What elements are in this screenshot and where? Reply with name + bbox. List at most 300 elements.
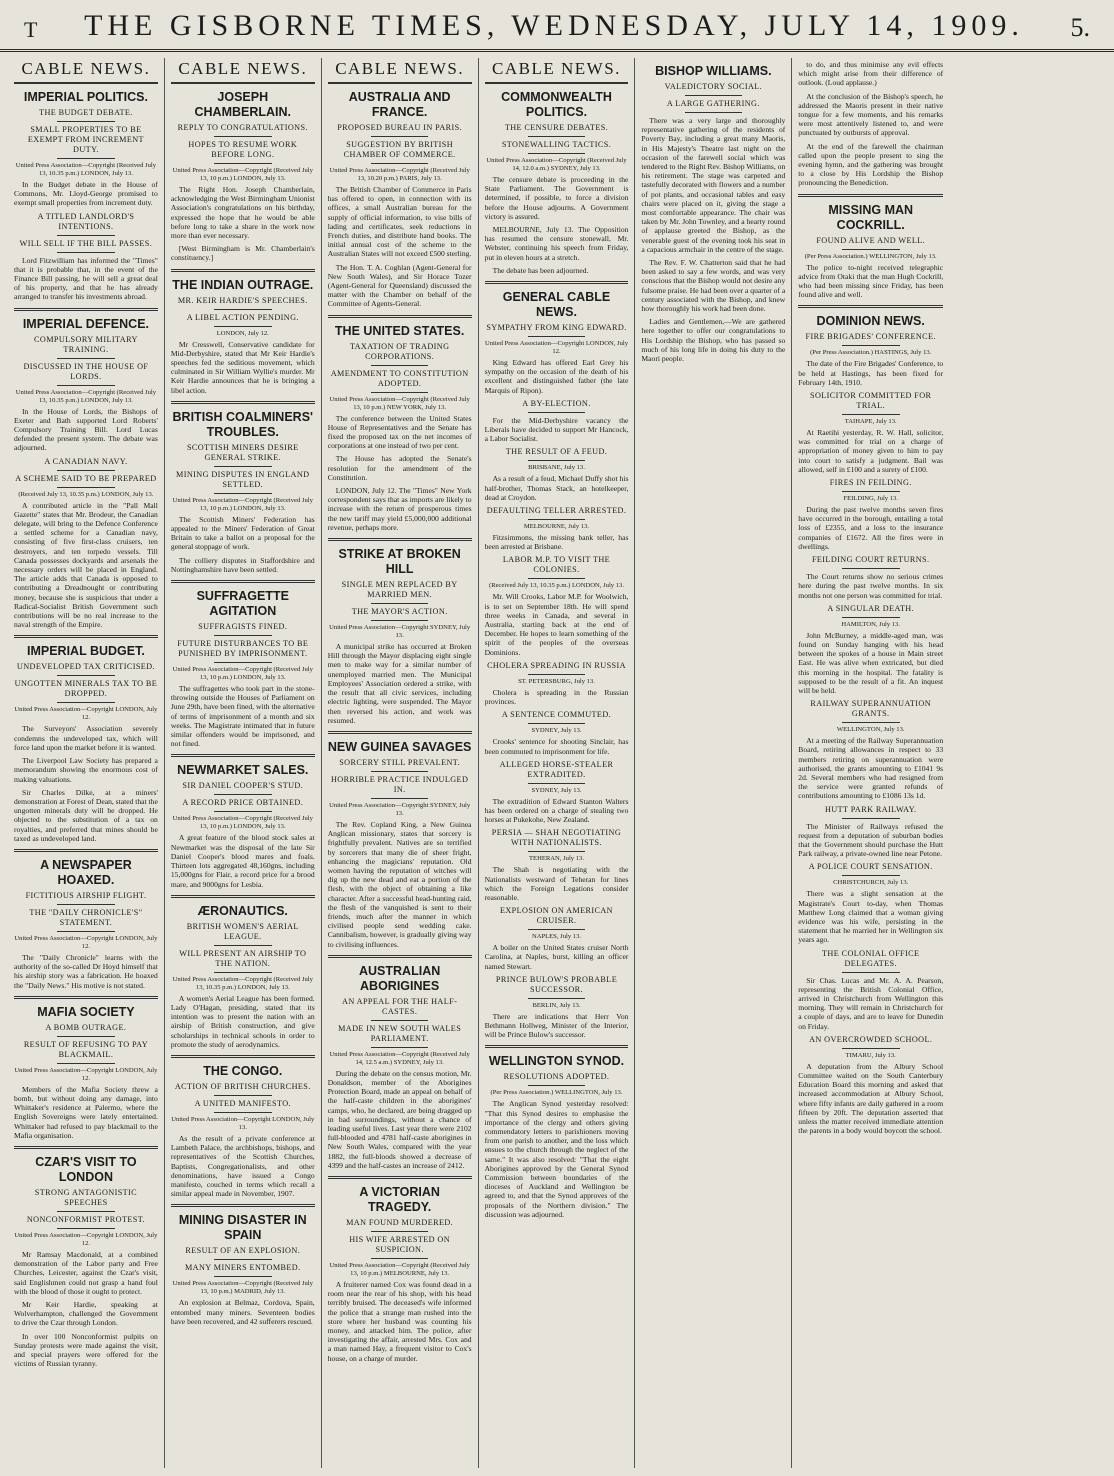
article <box>14 212 158 302</box>
article-subheading: A SENTENCE COMMUTED. <box>501 710 612 720</box>
subheading-rule <box>57 904 115 905</box>
article <box>485 399 629 444</box>
article-paragraph: There was a slight sensation at the Magistrate's Court to-day, when Thomas Matthew Long claimed that a woman giving evidence was his wife, persisting in the statement that he married her in Wellington six years ago. <box>798 889 944 945</box>
article-subheading: EXPLOSION ON AMERICAN CRUISER. <box>499 906 613 926</box>
article <box>328 1176 472 1363</box>
dateline: BRISBANE, July 13. <box>528 464 585 472</box>
subheading-rule <box>214 326 272 327</box>
article-subheading: WILL PRESENT AN AIRSHIP TO THE NATION. <box>179 948 307 968</box>
article-paragraph: The Right Hon. Joseph Chamberlain, acknowledging the West Birmingham Unionist Association's congratulations on his birthday, expressed the hope that he would be able before long to take a share in the work now more than ever necessary. <box>170 185 315 241</box>
subheading-rule <box>528 851 586 852</box>
subheading-rule <box>528 674 586 675</box>
dateline: United Press Association—Copyright LONDON, July 13. <box>171 1115 315 1131</box>
subheading-rule <box>371 798 429 799</box>
article-paragraph: The debate has been adjourned. <box>492 265 589 275</box>
article-divider <box>14 1146 158 1149</box>
article-subheading: MR. KEIR HARDIE'S SPEECHES. <box>177 295 308 305</box>
article <box>171 895 315 1049</box>
article <box>171 269 315 395</box>
article-paragraph: At the conclusion of the Bishop's speech, he addressed the Maoris present in their native tongue for a few moments, and his remarks were most attentively listened to, and were punctuated by outbursts of approval. <box>798 91 944 138</box>
article-headline: IMPERIAL POLITICS. <box>23 90 148 104</box>
subheading-rule <box>371 620 429 621</box>
article-headline: BRITISH COALMINERS' TROUBLES. <box>172 409 314 439</box>
corner-mark: T <box>24 17 38 42</box>
column-header: CABLE NEWS. <box>14 58 158 84</box>
article-headline: IMPERIAL DEFENCE. <box>22 316 149 331</box>
article-subheading: HORRIBLE PRACTICE INDULGED IN. <box>330 774 469 794</box>
article-divider <box>485 281 629 284</box>
article-paragraph: The Minister of Railways refused the request from a deputation of suburban bodies that the Government should purchase the Hutt Park railway, a private-owned line near Petone. <box>798 821 944 859</box>
subheading-rule <box>57 702 115 703</box>
article-paragraph: Cholera is spreading in the Russian provinces. <box>484 687 629 707</box>
article-paragraph: The censure debate is proceeding in the State Parliament. The Government is determined, if possible, to force a division before the House adjourns. A Government victory is assured. <box>484 175 629 221</box>
article-subheading: SINGLE MEN REPLACED BY MARRIED MEN. <box>341 580 458 600</box>
article <box>798 1035 943 1136</box>
article-divider <box>328 1176 472 1179</box>
dateline: SYDNEY, July 13. <box>531 727 582 735</box>
subheading-rule <box>842 972 900 973</box>
article-headline: NEWMARKET SALES. <box>177 763 309 778</box>
subheading-rule <box>214 635 272 636</box>
article-headline: THE UNITED STATES. <box>334 323 465 338</box>
article-paragraph: A great feature of the blood stock sales at Newmarket was the disposal of the late Sir Daniel Cooper's blood mares and foals. Thirteen lots aggregated 48,160gns, including 15,000gns for Flair, a record price for a brood mare, and 9000gns for Lesbia. <box>170 833 315 889</box>
article-subheading: THE BUDGET DEBATE. <box>39 108 133 117</box>
article <box>798 60 943 188</box>
article-paragraph: Crooks' sentence for shooting Sinclair, has been commuted to imprisonment for life. <box>484 737 629 756</box>
article <box>485 710 629 755</box>
article-subheading: A LIBEL ACTION PENDING. <box>186 312 299 322</box>
article-subheading: SMALL PROPERTIES TO BE EXEMPT FROM INCREMENT DUTY. <box>27 125 144 154</box>
article-subheading: PERSIA — SHAH NEGOTIATING WITH NATIONALISTS. <box>491 828 622 848</box>
article-divider <box>328 538 472 541</box>
article-subheading: A BOMB OUTRAGE. <box>45 1022 127 1032</box>
news-column <box>322 58 479 1468</box>
article-headline: IMPERIAL BUDGET. <box>27 644 145 659</box>
dateline: SYDNEY, July 13. <box>531 786 582 794</box>
subheading-rule <box>842 617 900 618</box>
article-paragraph: The Rev. Copland King, a New Guinea Anglican missionary, states that sorcery is frightfully prevalent. Natives are so terrified by sorcerers that many die of sheer fright, enhancing the magicians' reputation. Old women having the reputation of witches will dig up the new dead and eat a portion of the flesh, with the object of obtaining a like character. After a successful head-hunting raid, the flesh of the vanquished is sent to their friends, much after the manner in which civilised people send wedding cake. Cannibalism, however, is gradually giving way to civilising influences. <box>327 819 472 949</box>
article-subheading: RESULT OF AN EXPLOSION. <box>185 1246 301 1256</box>
article-paragraph: Lord Fitzwilliam has informed the "Times" that it is probable that, in the event of the Finance Bill passing, he will sell a great deal of his property, and that he has already arranged to transfer his investments abroad. <box>14 255 158 302</box>
article-subheading: THE RESULT OF A FEUD. <box>505 447 608 457</box>
article <box>14 90 158 208</box>
article-subheading: AMENDMENT TO CONSTITUTION ADOPTED. <box>330 368 469 388</box>
dateline: United Press Association—Copyright (Received July 13, 10.35 p.m.) LONDON, July 13. <box>15 162 157 177</box>
subheading-rule <box>371 136 429 137</box>
article-divider <box>171 1055 315 1058</box>
subheading-rule <box>528 1085 586 1086</box>
article-subheading: HIS WIFE ARRESTED ON SUSPICION. <box>349 1234 451 1254</box>
article-paragraph: The "Daily Chronicle" learns with the authority of the so-called Dr Hoyd himself that his airship story was a fabrication. He hoaxed the "Daily News." His motive is not stated. <box>14 952 158 990</box>
dateline: United Press Association—Copyright LONDON, July 12. <box>14 706 158 722</box>
article-subheading: FIRES IN FEILDING. <box>829 478 912 488</box>
article-subheading: MINING DISPUTES IN ENGLAND SETTLED. <box>176 469 310 489</box>
article-paragraph: The British Chamber of Commerce in Paris has offered to open, in connection with its offices, a small Australian bureau for the supply of official information, to vise bills of lading and certificates, seek reductions in French duties, and distribute hand books. The initial annual cost of the scheme to the Australian States will not exceed £500 sterling. <box>327 185 472 259</box>
article-paragraph: [West Birmingham is Mr. Chamberlain's constituency.] <box>170 244 315 263</box>
article-paragraph: to do, and thus minimise any evil effects which might arise from their difference of outlook. (Loud applause.) <box>798 60 944 88</box>
article <box>171 580 315 748</box>
article-paragraph: There are indications that Herr Von Bethmann Hollweg, Minister of the Interior, will be Prince Bulow's successor. <box>484 1011 629 1040</box>
subheading-rule <box>57 1211 115 1212</box>
subheading-rule <box>371 163 429 164</box>
subheading-rule <box>528 723 586 724</box>
article-subheading: MANY MINERS ENTOMBED. <box>185 1263 301 1273</box>
dateline: WELLINGTON, July 13. <box>836 726 905 734</box>
dateline: (Per Press Association.) HASTINGS, July 13. <box>810 349 932 357</box>
article <box>798 305 943 387</box>
subheading-rule <box>214 794 272 795</box>
article-subheading: SIR DANIEL COOPER'S STUD. <box>182 781 304 791</box>
article-subheading: FUTURE DISTURBANCES TO BE PUNISHED BY IMPRISONMENT. <box>177 639 309 659</box>
subheading-rule <box>528 136 586 137</box>
column-header: CABLE NEWS. <box>328 58 472 84</box>
article-headline: GENERAL CABLE NEWS. <box>502 290 611 320</box>
article-paragraph: The Rev. F. W. Chatterton said that he had been asked to say a few words, and was very conscious that the Bishop would not desire any fulsome praise. He had been over a quarter of a century associated with the Bishop, and knew how thoroughly his work had been done. <box>641 258 786 314</box>
article-divider <box>171 269 315 272</box>
article-headline: SUFFRAGETTE AGITATION <box>196 589 289 619</box>
dateline: (Received July 13, 10.35 p.m.) LONDON, July 13. <box>489 582 624 590</box>
article-paragraph: Mr Ramsay Macdonald, at a combined demonstration of the Labor party and Free Churches, Leicester, against the Czar's visit, said Englishmen could not grasp a hand foul with the blood of those it ought to protect. <box>14 1249 158 1296</box>
subheading-rule <box>842 249 900 250</box>
article-subheading: STRONG ANTAGONISTIC SPEECHES <box>34 1187 138 1207</box>
article-subheading: SORCERY STILL PREVALENT. <box>339 757 461 767</box>
article-subheading: PRINCE BULOW'S PROBABLE SUCCESSOR. <box>495 974 618 994</box>
subheading-rule <box>371 1047 429 1048</box>
article-subheading: ALLEGED HORSE-STEALER EXTRADITED. <box>499 759 614 779</box>
article-divider <box>14 996 158 999</box>
article-headline: BISHOP WILLIAMS. <box>655 64 772 78</box>
article-paragraph: An explosion at Belmaz, Cordova, Spain, entombed many miners. Seventeen bodies have been recovered, and 42 sufferers rescued. <box>170 1298 315 1326</box>
subheading-rule <box>57 1228 115 1229</box>
article-subheading: A SCHEME SAID TO BE PREPARED <box>15 473 157 483</box>
article-headline: A VICTORIAN TRAGEDY. <box>359 1184 440 1214</box>
article-subheading: A UNITED MANIFESTO. <box>194 1098 291 1108</box>
subheading-rule <box>842 818 900 819</box>
article-paragraph: At the end of the farewell the chairman called upon the people present to sing the evening hymn, and the gathering was brought to a close by His Lordship the Bishop pronouncing the Benediction. <box>798 141 944 188</box>
subheading-rule <box>842 568 900 569</box>
dateline: ST. PETERSBURG, July 13. <box>518 677 595 685</box>
dateline: FEILDING, July 13. <box>843 495 898 503</box>
article <box>798 604 943 695</box>
article <box>328 731 472 949</box>
article-headline: JOSEPH CHAMBERLAIN. <box>194 90 292 119</box>
article-paragraph: As a result of a feud, Michael Duffy shot his half-brother, Thomas Stack, an hotelkeeper, dead at Croydon. <box>484 474 629 502</box>
article-divider <box>171 401 315 404</box>
article-subheading: DEFAULTING TELLER ARRESTED. <box>486 506 627 516</box>
subheading-rule <box>214 1259 272 1260</box>
article-subheading: RESULT OF REFUSING TO PAY BLACKMAIL. <box>23 1039 149 1059</box>
dateline: United Press Association—Copyright (Received July 13, 10 p.m.) LONDON, July 13. <box>172 496 313 512</box>
article-divider <box>171 895 315 898</box>
article-divider <box>171 580 315 583</box>
article <box>798 862 943 944</box>
subheading-rule <box>57 931 115 932</box>
article-subheading: A LARGE GATHERING. <box>666 99 760 108</box>
column-header: CABLE NEWS. <box>171 58 315 84</box>
article <box>485 447 629 502</box>
article-paragraph: The date of the Fire Brigades' Conference, to be held at Hastings, has been fixed for February 14th, 1910. <box>798 359 944 387</box>
article-paragraph: The Shah is negotiating with the Nationalists westward of Teheran for lines which the Foreign Legations consider reasonable. <box>484 865 629 902</box>
dateline: United Press Association—Copyright SYDNEY, July 13. <box>329 801 471 817</box>
dateline: United Press Association—Copyright SYDNEY, July 13. <box>329 624 471 640</box>
subheading-rule <box>214 972 272 973</box>
article-subheading: REPLY TO CONGRATULATIONS. <box>177 123 308 132</box>
dateline: United Press Association—Copyright (Received July 13, 10 p.m.) LONDON, July 13. <box>172 167 313 182</box>
article-subheading: THE CENSURE DEBATES. <box>504 123 609 132</box>
dateline: United Press Association—Copyright (Received July 13, 10 p.m.) MADRID, July 13. <box>172 1280 313 1296</box>
article-headline: MAFIA SOCIETY <box>37 1004 135 1019</box>
article-paragraph: The House has adopted the Senate's resolution for the amendment of the Constitution. <box>327 454 472 482</box>
article-headline: COMMONWEALTH POLITICS. <box>501 90 612 119</box>
dateline: United Press Association—Copyright (Received July 13, 10 p.m.) LONDON, July 13. <box>172 666 313 682</box>
article <box>798 194 943 300</box>
news-column <box>635 58 792 1468</box>
article-subheading: TAXATION OF TRADING CORPORATIONS. <box>349 341 450 361</box>
article-subheading: A RECORD PRICE OBTAINED. <box>182 798 304 808</box>
article-subheading: PROPOSED BUREAU IN PARIS. <box>337 123 463 132</box>
article-subheading: MAN FOUND MURDERED. <box>346 1217 454 1227</box>
article-divider <box>328 955 472 958</box>
article-divider <box>485 1045 629 1048</box>
article-subheading: MADE IN NEW SOUTH WALES PARLIAMENT. <box>338 1023 462 1043</box>
news-column <box>165 58 322 1468</box>
article-subheading: AN OVERCROWDED SCHOOL. <box>809 1034 933 1044</box>
article-divider <box>14 635 158 638</box>
dateline: MELBOURNE, July 13. <box>523 523 590 531</box>
article-headline: AUSTRALIAN ABORIGINES <box>359 963 441 993</box>
article <box>328 315 472 532</box>
article <box>328 538 472 725</box>
subheading-rule <box>371 392 429 393</box>
subheading-rule <box>842 1048 900 1049</box>
subheading-rule <box>528 578 586 579</box>
subheading-rule <box>842 491 900 492</box>
article-headline: STRIKE AT BROKEN HILL <box>338 547 461 577</box>
article-headline: CZAR'S VISIT TO LONDON <box>35 1154 137 1184</box>
article <box>485 661 629 706</box>
article <box>641 64 785 363</box>
subheading-rule <box>528 783 586 784</box>
page-number: 5. <box>1070 13 1090 42</box>
article-paragraph: In the House of Lords, the Bishops of Exeter and Bath supported Lord Roberts' Compulsory Training Bill. Lord Lucas defended the present system. The debate was adjourned. <box>14 406 158 453</box>
dateline: CHRISTCHURCH, July 13. <box>833 879 909 887</box>
article-divider <box>798 194 943 197</box>
subheading-rule <box>528 998 586 999</box>
article-divider <box>798 305 943 308</box>
article-subheading: HUTT PARK RAILWAY. <box>824 804 917 814</box>
article-divider <box>328 315 472 318</box>
masthead-title: THE GISBORNE TIMES, WEDNESDAY, JULY 14, 1909. <box>84 9 1024 42</box>
subheading-rule <box>214 662 272 663</box>
article-subheading: FOUND ALIVE AND WELL. <box>816 235 926 245</box>
article-subheading: UNDEVELOPED TAX CRITICISED. <box>16 662 155 672</box>
article <box>14 996 158 1140</box>
dateline: United Press Association—Copyright (Received July 13, 10.35 p.m.) LONDON, July 13. <box>172 975 313 991</box>
article-divider <box>171 754 315 757</box>
article-paragraph: During the debate on the census motion, Mr. Donaldson, member of the Aborigines Protection Board, made an appeal on behalf of the half-caste children in the aborigines' camps, who, he declared, are being dragged up in bad surroundings, without a chance of leading useful lives. Last year there were 2102 full-blooded and 4781 half-caste aborigines in New South Wales, compared with the year 1882, the full-bloods showed a decrease of 4399 and the half-castes an increase of 2412. <box>327 1068 472 1170</box>
article-subheading: HOPES TO RESUME WORK BEFORE LONG. <box>188 140 298 159</box>
article-headline: DOMINION NEWS. <box>816 314 925 329</box>
article-paragraph: Fitzsimmons, the missing bank teller, has been arrested at Brisbane. <box>484 533 629 552</box>
article-paragraph: A municipal strike has occurred at Broken Hill through the Mayor displacing eight single men to make way for a similar number of unemployed married men. The Municipal Employees' Association ordered a strike, with the result that all civic services, including electric lighting, were suspended. The Mayor then reversed his action, and work was resumed. <box>327 642 472 725</box>
article <box>328 955 472 1170</box>
subheading-rule <box>57 385 115 386</box>
subheading-rule <box>528 153 586 154</box>
article-paragraph: As the result of a private conference at Lambeth Palace, the archbishops, bishops, and representatives of the Scottish Churches, Baptists, Congregationalists, and other denominations, have issued a Congo manifesto, couched in terms which recall a similar appeal made in November, 1907. <box>170 1133 315 1199</box>
subheading-rule <box>214 309 272 310</box>
subheading-rule <box>57 487 115 488</box>
article-subheading: A SINGULAR DEATH. <box>827 603 915 613</box>
subheading-rule <box>371 1258 429 1259</box>
article <box>485 555 629 656</box>
article-paragraph: The Surveyors' Association severely condemns the undeveloped tax, which will force land upon the market before it is wanted. <box>14 724 158 752</box>
article <box>798 949 943 1031</box>
dateline: United Press Association—Copyright LONDON, July 12. <box>14 934 158 950</box>
article-paragraph: A contributed article in the "Pall Mall Gazette" states that Mr. Brodeur, the Canadian delegate, will bring to the Defence Conference a settled scheme for a Canadian navy, consisting of five first-class cruisers, ten destroyers, and ten torpedo vessels. Till Canada possesses dockyards and arsenals the necessary orders will be placed in England. The article adds that Canada is opposed to contributing a Dreadnought or contributing money, because she is suspicious that under a Radical-Socialist British Government such contributions will be no real increase to the naval strength of the Empire. <box>14 500 158 630</box>
article-paragraph: During the past twelve months seven fires have occurred in the borough, entailing a total loss of £2355, and a loss to the insurance companies of £1672. All the fires were in dwellings. <box>798 505 944 551</box>
dateline: TIMARU, July 13. <box>845 1051 896 1059</box>
article-paragraph: The Court returns show no serious crimes here during the past twelve months. In six months not one person was committed for trial. <box>798 572 944 600</box>
article-paragraph: A fruiterer named Cox was found dead in a room near the rear of his shop, with his head terribly bruised. The deceased's wife informed the police that a strange man rushed into the store where her husband was counting his money, and attacked him. The police, after investigating the affair, arrested Mrs. Cox and a man named Hay, a frequent visitor to Cox's house, on a charge of murder. <box>327 1279 472 1363</box>
article-subheading: THE "DAILY CHRONICLE'S" STATEMENT. <box>29 907 143 927</box>
dateline: United Press Association—Copyright LONDON, July 12. <box>14 1231 158 1247</box>
subheading-rule <box>57 158 115 159</box>
subheading-rule <box>214 945 272 946</box>
subheading-rule <box>57 675 115 676</box>
subheading-rule <box>57 358 115 359</box>
article-subheading: RESOLUTIONS ADOPTED. <box>503 1072 610 1082</box>
article <box>798 699 943 800</box>
article-subheading: SOLICITOR COMMITTED FOR TRIAL. <box>810 391 932 411</box>
subheading-rule <box>371 603 429 604</box>
news-column <box>8 58 165 1468</box>
subheading-rule <box>528 929 586 930</box>
dateline: LONDON, July 12. <box>216 329 269 337</box>
column-header: CABLE NEWS. <box>485 58 629 84</box>
subheading-rule <box>842 722 900 723</box>
dateline: (Per Press Association.) WELLINGTON, July 13. <box>490 1089 623 1097</box>
article-subheading: DISCUSSED IN THE HOUSE OF LORDS. <box>23 361 149 381</box>
article-subheading: A CANADIAN NAVY. <box>44 456 128 466</box>
article-paragraph: The Anglican Synod yesterday resolved: "That this Synod desires to emphasise the importance of the clergy and others giving commendatory letters to parishioners moving from one parish to another, and the loss which ensues to the church through the neglect of the same." It was also resolved: "That the eight Aborigines approved by the General Synod Commission between boundaries of the dioceses of Auckland and Wellington be agreed to, and that the Synod approves of the proposals of the Northern division." The discussion was adjourned. <box>484 1099 629 1219</box>
article <box>798 391 943 474</box>
subheading-rule <box>214 1276 272 1277</box>
dateline: (Received July 13, 10.35 p.m.) LONDON, July 13. <box>18 490 154 498</box>
article-subheading: THE COLONIAL OFFICE DELEGATES. <box>822 948 920 968</box>
article-subheading: UNGOTTEN MINERALS TAX TO BE DROPPED. <box>14 679 158 699</box>
article <box>14 1146 158 1368</box>
article <box>485 906 629 971</box>
article <box>14 457 158 630</box>
dateline: United Press Association—Copyright LONDON, July 12. <box>484 340 629 356</box>
article <box>171 90 315 263</box>
subheading-rule <box>214 466 272 467</box>
article-paragraph: A boiler on the United States cruiser North Carolina, at Naples, burst, killing an officer named Stewart. <box>484 943 629 971</box>
article-subheading: NONCONFORMIST PROTEST. <box>26 1214 145 1224</box>
article-subheading: BRITISH WOMEN'S AERIAL LEAGUE. <box>186 921 299 941</box>
article-headline: MISSING MAN COCKRILL. <box>828 202 914 232</box>
article-divider <box>14 308 158 311</box>
article-subheading: SCOTTISH MINERS DESIRE GENERAL STRIKE. <box>186 442 299 462</box>
article-headline: NEW GUINEA SAVAGES <box>327 739 472 754</box>
article-paragraph: The extradition of Edward Stanton Walters has been ordered on a charge of stealing two horses at Pukekohe, New Zealand. <box>484 796 629 825</box>
subheading-rule <box>57 235 115 236</box>
article-headline: AUSTRALIA AND FRANCE. <box>348 90 451 119</box>
dateline: United Press Association—Copyright (Received July 13, 10 p.m.) NEW YORK, July 13. <box>329 395 470 411</box>
article-subheading: THE MAYOR'S ACTION. <box>351 607 448 617</box>
article <box>171 1055 315 1198</box>
article <box>485 975 629 1040</box>
article-subheading: SYMPATHY FROM KING EDWARD. <box>486 323 627 333</box>
dateline: United Press Association—Copyright LONDON, July 12. <box>14 1066 158 1082</box>
dateline: (Per Press Association.) WELLINGTON, July 13. <box>804 252 937 260</box>
article-paragraph: The Scottish Miners' Federation has appealed to the Miners' Federation of Great Britain to take a ballot on a proposal for the general stoppage of work. <box>170 514 315 552</box>
article-divider <box>328 731 472 734</box>
article-paragraph: Mr. Will Crooks, Labor M.P. for Woolwich, is to set on September 18th. He will spend three weeks in Canada, and several in Australia, starting back at the end of December. He hopes to learn something of the spirit of the peoples of the overseas Dominions. <box>484 592 629 657</box>
subheading-rule <box>842 414 900 415</box>
subheading-rule <box>528 460 586 461</box>
article-headline: MINING DISASTER IN SPAIN <box>178 1213 307 1243</box>
subheading-rule <box>214 163 272 164</box>
article-paragraph: Mr Keir Hardie, speaking at Wolverhampton, challenged the Government to drive the Czar through London. <box>14 1299 158 1328</box>
article-headline: WELLINGTON SYNOD. <box>488 1054 625 1069</box>
article-paragraph: The police to-night received telegraphic advice from Otaki that the man Hugh Cockrill, who had been missing since Friday, has been found alive and well. <box>798 262 944 300</box>
article <box>798 555 943 600</box>
article-subheading: A POLICE COURT SENSATION. <box>808 862 933 872</box>
dateline: TAIHAPE, July 13. <box>844 418 897 426</box>
dateline: United Press Association—Copyright (Received July 14, 12.5 a.m.) SYDNEY, July 13. <box>329 1050 470 1066</box>
article-paragraph: LONDON, July 12. The "Times" New York correspondent says that as imports are likely to increase with the return of prosperous times the new tariff may yield £5,000,000 additional revenue, perhaps more. <box>327 486 472 532</box>
dateline: United Press Association—Copyright (Received July 13, 10 p.m.) MELBOURNE, July 13. <box>329 1261 470 1277</box>
article-subheading: RAILWAY SUPERANNUATION GRANTS. <box>810 699 932 719</box>
subheading-rule <box>57 252 115 253</box>
article <box>798 478 943 551</box>
article-paragraph: In over 100 Nonconformist pulpits on Sunday protests were made against the visit, and special prayers were offered for the victims of Russian tyranny. <box>14 1331 158 1369</box>
article-subheading: COMPULSORY MILITARY TRAINING. <box>34 334 138 354</box>
subheading-rule <box>371 771 429 772</box>
dateline: NAPLES, July 13. <box>531 933 582 941</box>
article-divider <box>14 849 158 852</box>
article <box>485 828 629 902</box>
article-paragraph: King Edward has offered Earl Grey his sympathy on the occasion of the death of his excellent and distinguished father (the late Marquis of Ripon). <box>484 358 629 395</box>
article-paragraph: A women's Aerial League has been formed. Lady O'Hagan, presiding, stated that its intention was to present the nation with an airship of British construction, and give scholarships in technical schools in order to promote the study of aerodynamics. <box>170 993 315 1049</box>
article-paragraph: Members of the Mafia Society threw a bomb, but without doing any damage, into Whittaker's residence at Palermo, where the English Sovereigns were lately entertained. Whittaker had refused to pay blackmail to the Mafia organisation. <box>14 1084 158 1140</box>
news-column <box>792 58 949 1468</box>
article-paragraph: At Raetihi yesterday, R. W. Hall, solicitor, was committed for trial on a charge of appropriation of money given to him to pay into court to satisfy a judgment. Bail was allowed, self in £100 and a surety of £100. <box>798 428 944 474</box>
dateline: United Press Association—Copyright (Received July 14, 12.0 a.m.) SYDNEY, July 13. <box>486 157 627 172</box>
article-subheading: FIRE BRIGADES' CONFERENCE. <box>805 332 936 342</box>
article-subheading: FICTITIOUS AIRSHIP FLIGHT. <box>25 890 147 900</box>
article <box>14 308 158 453</box>
article-paragraph: The conference between the United States House of Representatives and the Senate has fixed the proposed tax on the net incomes of corporations at one instead of two per cent. <box>327 413 472 451</box>
dateline: United Press Association—Copyright (Received July 13, 10.35 p.m.) LONDON, July 13. <box>15 388 157 404</box>
article-paragraph: John McBurney, a middle-aged man, was found on Sunday hanging with his head between the spokes of a house in Main street East. He was alive when extricated, but died this morning in the hospital. The fatality is supposed to be the result of a fit. An inquest will be held. <box>798 630 944 695</box>
subheading-rule <box>371 365 429 366</box>
article-subheading: LABOR M.P. TO VISIT THE COLONIES. <box>502 555 611 575</box>
dateline: United Press Association—Copyright (Received July 13, 10 p.m.) LONDON, July 13. <box>172 815 313 831</box>
article-headline: ÆRONAUTICS. <box>197 903 288 918</box>
article-subheading: A BY-ELECTION. <box>522 398 591 408</box>
subheading-rule <box>685 112 743 113</box>
article <box>485 281 629 395</box>
article <box>171 754 315 888</box>
subheading-rule <box>685 95 743 96</box>
article-paragraph: For the Mid-Derbyshire vacancy the Liberals have decided to support Mr Hancock, a Labor Socialist. <box>484 415 629 444</box>
article <box>171 1204 315 1326</box>
article-subheading: VALEDICTORY SOCIAL. <box>664 82 763 91</box>
news-column <box>479 58 636 1468</box>
article-paragraph: In the Budget debate in the House of Commons, Mr. Lloyd-George promised to exempt small properties from increment duty. <box>14 180 158 208</box>
